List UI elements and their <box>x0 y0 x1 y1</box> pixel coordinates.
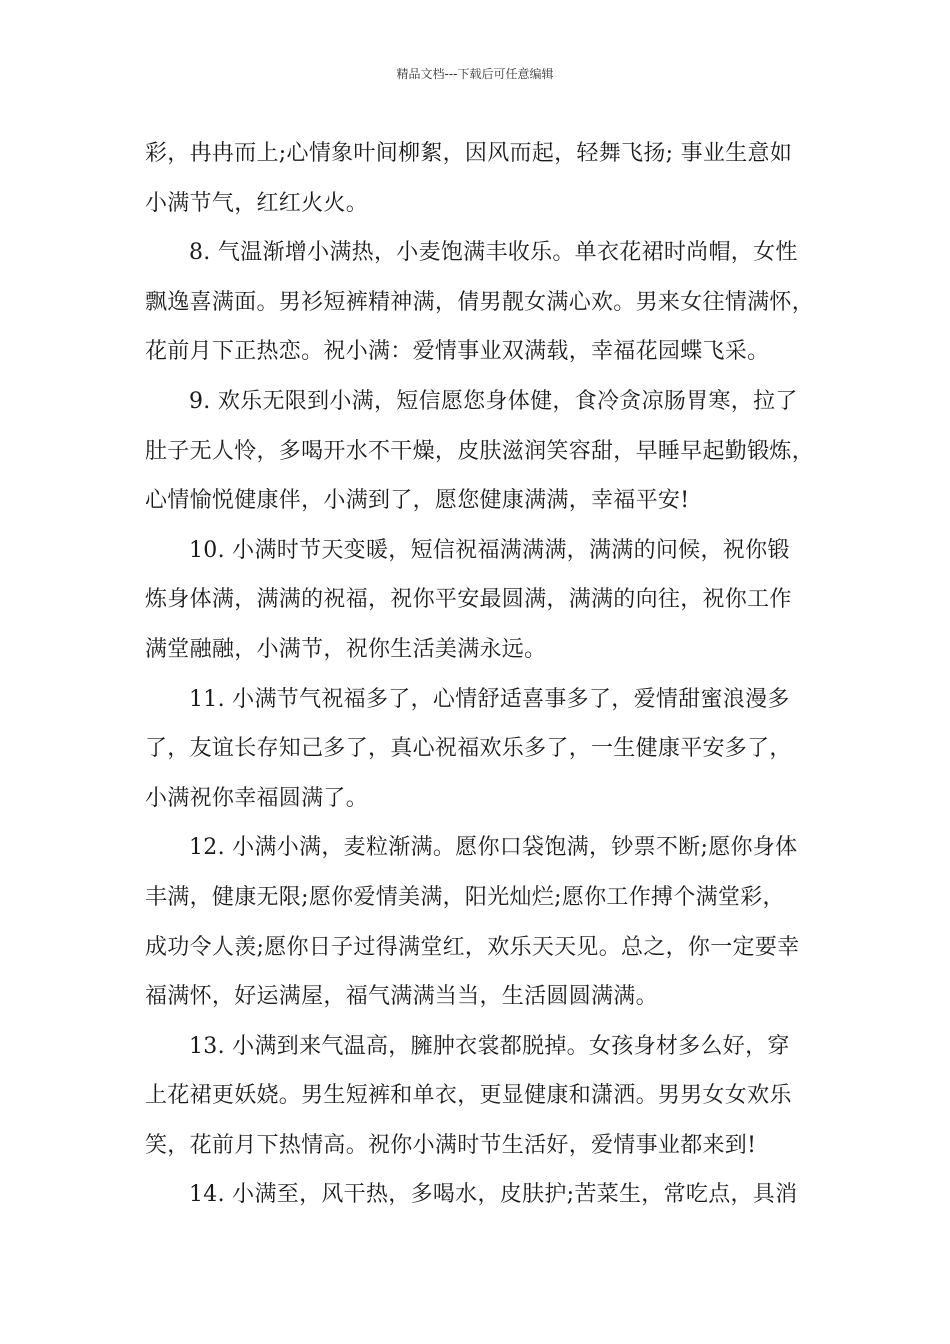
paragraph-item-11 <box>145 675 810 824</box>
text-line: 9. 欢乐无限到小满，短信愿您身体健，食冷贪凉肠胃寒，拉了 <box>189 388 798 414</box>
text-line: 12. 小满小满，麦粒渐满。愿你口袋饱满，钞票不断;愿你身体 <box>189 835 798 861</box>
paragraph-item-14 <box>145 1170 810 1220</box>
paragraph-item-9 <box>145 377 815 526</box>
text-line: 14. 小满至，风干热，多喝水，皮肤护;苦菜生，常吃点，具消 <box>189 1182 798 1208</box>
text-line: 花前月下正热恋。祝小满：爱情事业双满载，幸福花园蝶飞采。 <box>145 339 770 365</box>
text-line: 小满祝你幸福圆满了。 <box>145 785 369 811</box>
text-line: 炼身体满，满满的祝福，祝你平安最圆满，满满的向往，祝你工作 <box>145 587 792 613</box>
paragraph-item-13 <box>145 1022 810 1171</box>
text-line: 成功令人羡;愿你日子过得满堂红，欢乐天天见。总之，你一定要幸 <box>145 934 800 960</box>
text-line: 飘逸喜满面。男衫短裤精神满，倩男靓女满心欢。男来女往情满怀， <box>145 289 815 315</box>
text-line: 丰满，健康无限;愿你爱情美满，阳光灿烂;愿你工作搏个满堂彩， <box>145 884 785 910</box>
document-body <box>145 129 815 1220</box>
text-line: 11. 小满节气祝福多了，心情舒适喜事多了，爱情甜蜜浪漫多 <box>189 686 790 712</box>
paragraph-item-8 <box>145 228 815 377</box>
text-line: 彩，冉冉而上;心情象叶间柳絮，因风而起，轻舞飞扬; 事业生意如 <box>145 141 793 166</box>
text-line: 上花裙更妖娆。男生短裤和单衣，更显健康和潇洒。男男女女欢乐 <box>145 1083 792 1109</box>
text-line: 10. 小满时节天变暖，短信祝福满满满，满满的问候，祝你锻 <box>189 537 790 563</box>
text-line: 心情愉悦健康伴，小满到了，愿您健康满满，幸福平安! <box>145 488 690 514</box>
page-header: 精品文档---下载后可任意编辑 <box>396 67 554 81</box>
text-line: 肚子无人怜，多喝开水不干燥，皮肤滋润笑容甜，早睡早起勤锻炼， <box>145 438 815 464</box>
paragraph-item-12 <box>145 823 810 1021</box>
paragraph-continuation <box>145 129 810 228</box>
text-line: 13. 小满到来气温高，臃肿衣裳都脱掉。女孩身材多么好，穿 <box>189 1033 790 1059</box>
text-line: 小满节气，红红火火。 <box>145 190 369 216</box>
text-line: 了，友谊长存知己多了，真心祝福欢乐多了，一生健康平安多了， <box>145 736 792 762</box>
paragraph-item-10 <box>145 526 810 675</box>
text-line: 福满怀，好运满屋，福气满满当当，生活圆圆满满。 <box>145 984 658 1010</box>
text-line: 笑，花前月下热情高。祝你小满时节生活好，爱情事业都来到! <box>145 1132 757 1158</box>
text-line: 8. 气温渐增小满热，小麦饱满丰收乐。单衣花裙时尚帽，女性 <box>189 240 798 266</box>
text-line: 满堂融融，小满节，祝你生活美满永远。 <box>145 636 547 662</box>
